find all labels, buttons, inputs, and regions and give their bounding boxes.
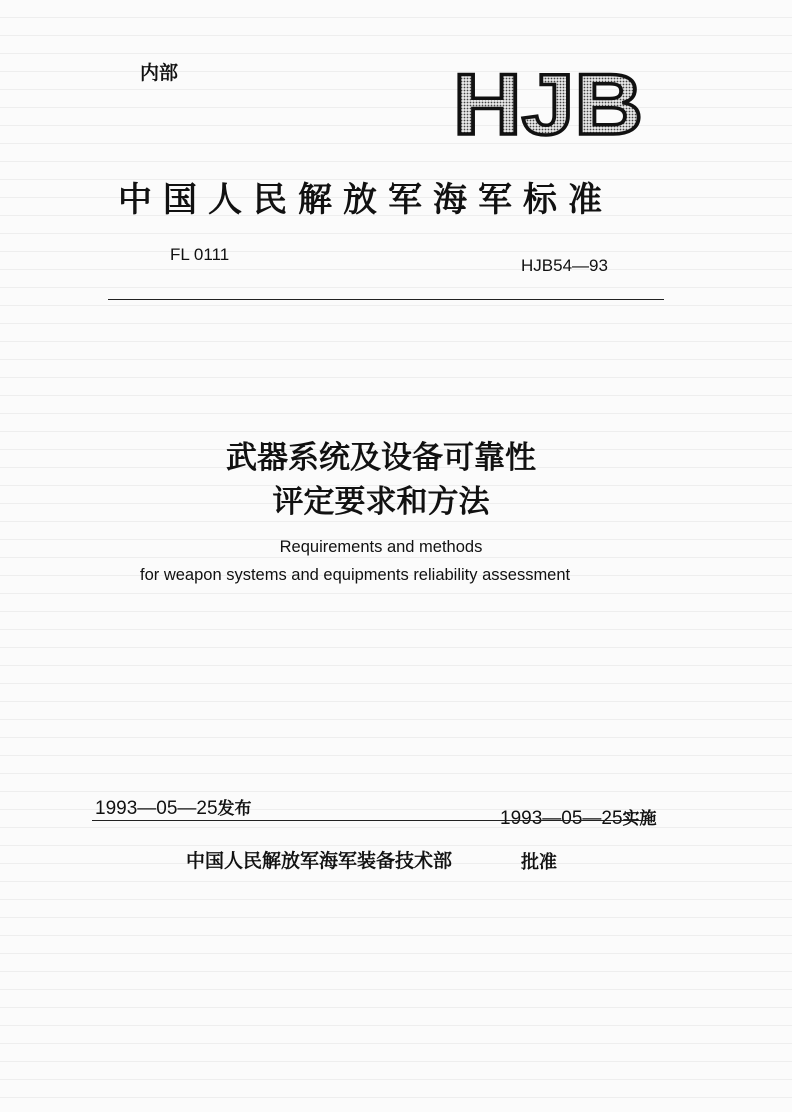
footer-divider [92, 820, 652, 821]
effective-label: 实施 [622, 809, 657, 829]
standard-title: 中国人民解放军海军标准 [118, 180, 613, 220]
title-chinese-line-1 [0, 432, 792, 477]
issue-label: 发布 [217, 799, 252, 819]
issue-date [95, 794, 252, 820]
title-english-line-1 [0, 538, 792, 557]
issue-date-value: 1993—05—25 [95, 798, 218, 819]
effective-date [500, 804, 657, 830]
title-english-line-2: for weapon systems and equipments reliability assessment [140, 566, 571, 584]
title-english-line-1-text: Requirements and methods [279, 538, 483, 556]
title-chinese-line-1-text: 武器系统及设备可靠性 [226, 440, 536, 476]
standard-number: HJB54—93 [521, 256, 608, 275]
classification-mark: 内部 [140, 62, 179, 84]
title-chinese-line-2-text: 评定要求和方法 [272, 484, 490, 520]
logo-text: HJB [453, 62, 643, 142]
effective-date-value: 1993—05—25 [500, 808, 623, 829]
title-chinese-line-2 [0, 476, 792, 521]
approving-authority: 中国人民解放军海军装备技术部 [186, 850, 453, 872]
approval-label: 批准 [521, 852, 557, 873]
hjb-logo [448, 62, 648, 142]
header-divider [108, 299, 664, 300]
hjb-logo-graphic [448, 62, 648, 142]
classification-code: FL 0111 [170, 245, 230, 264]
